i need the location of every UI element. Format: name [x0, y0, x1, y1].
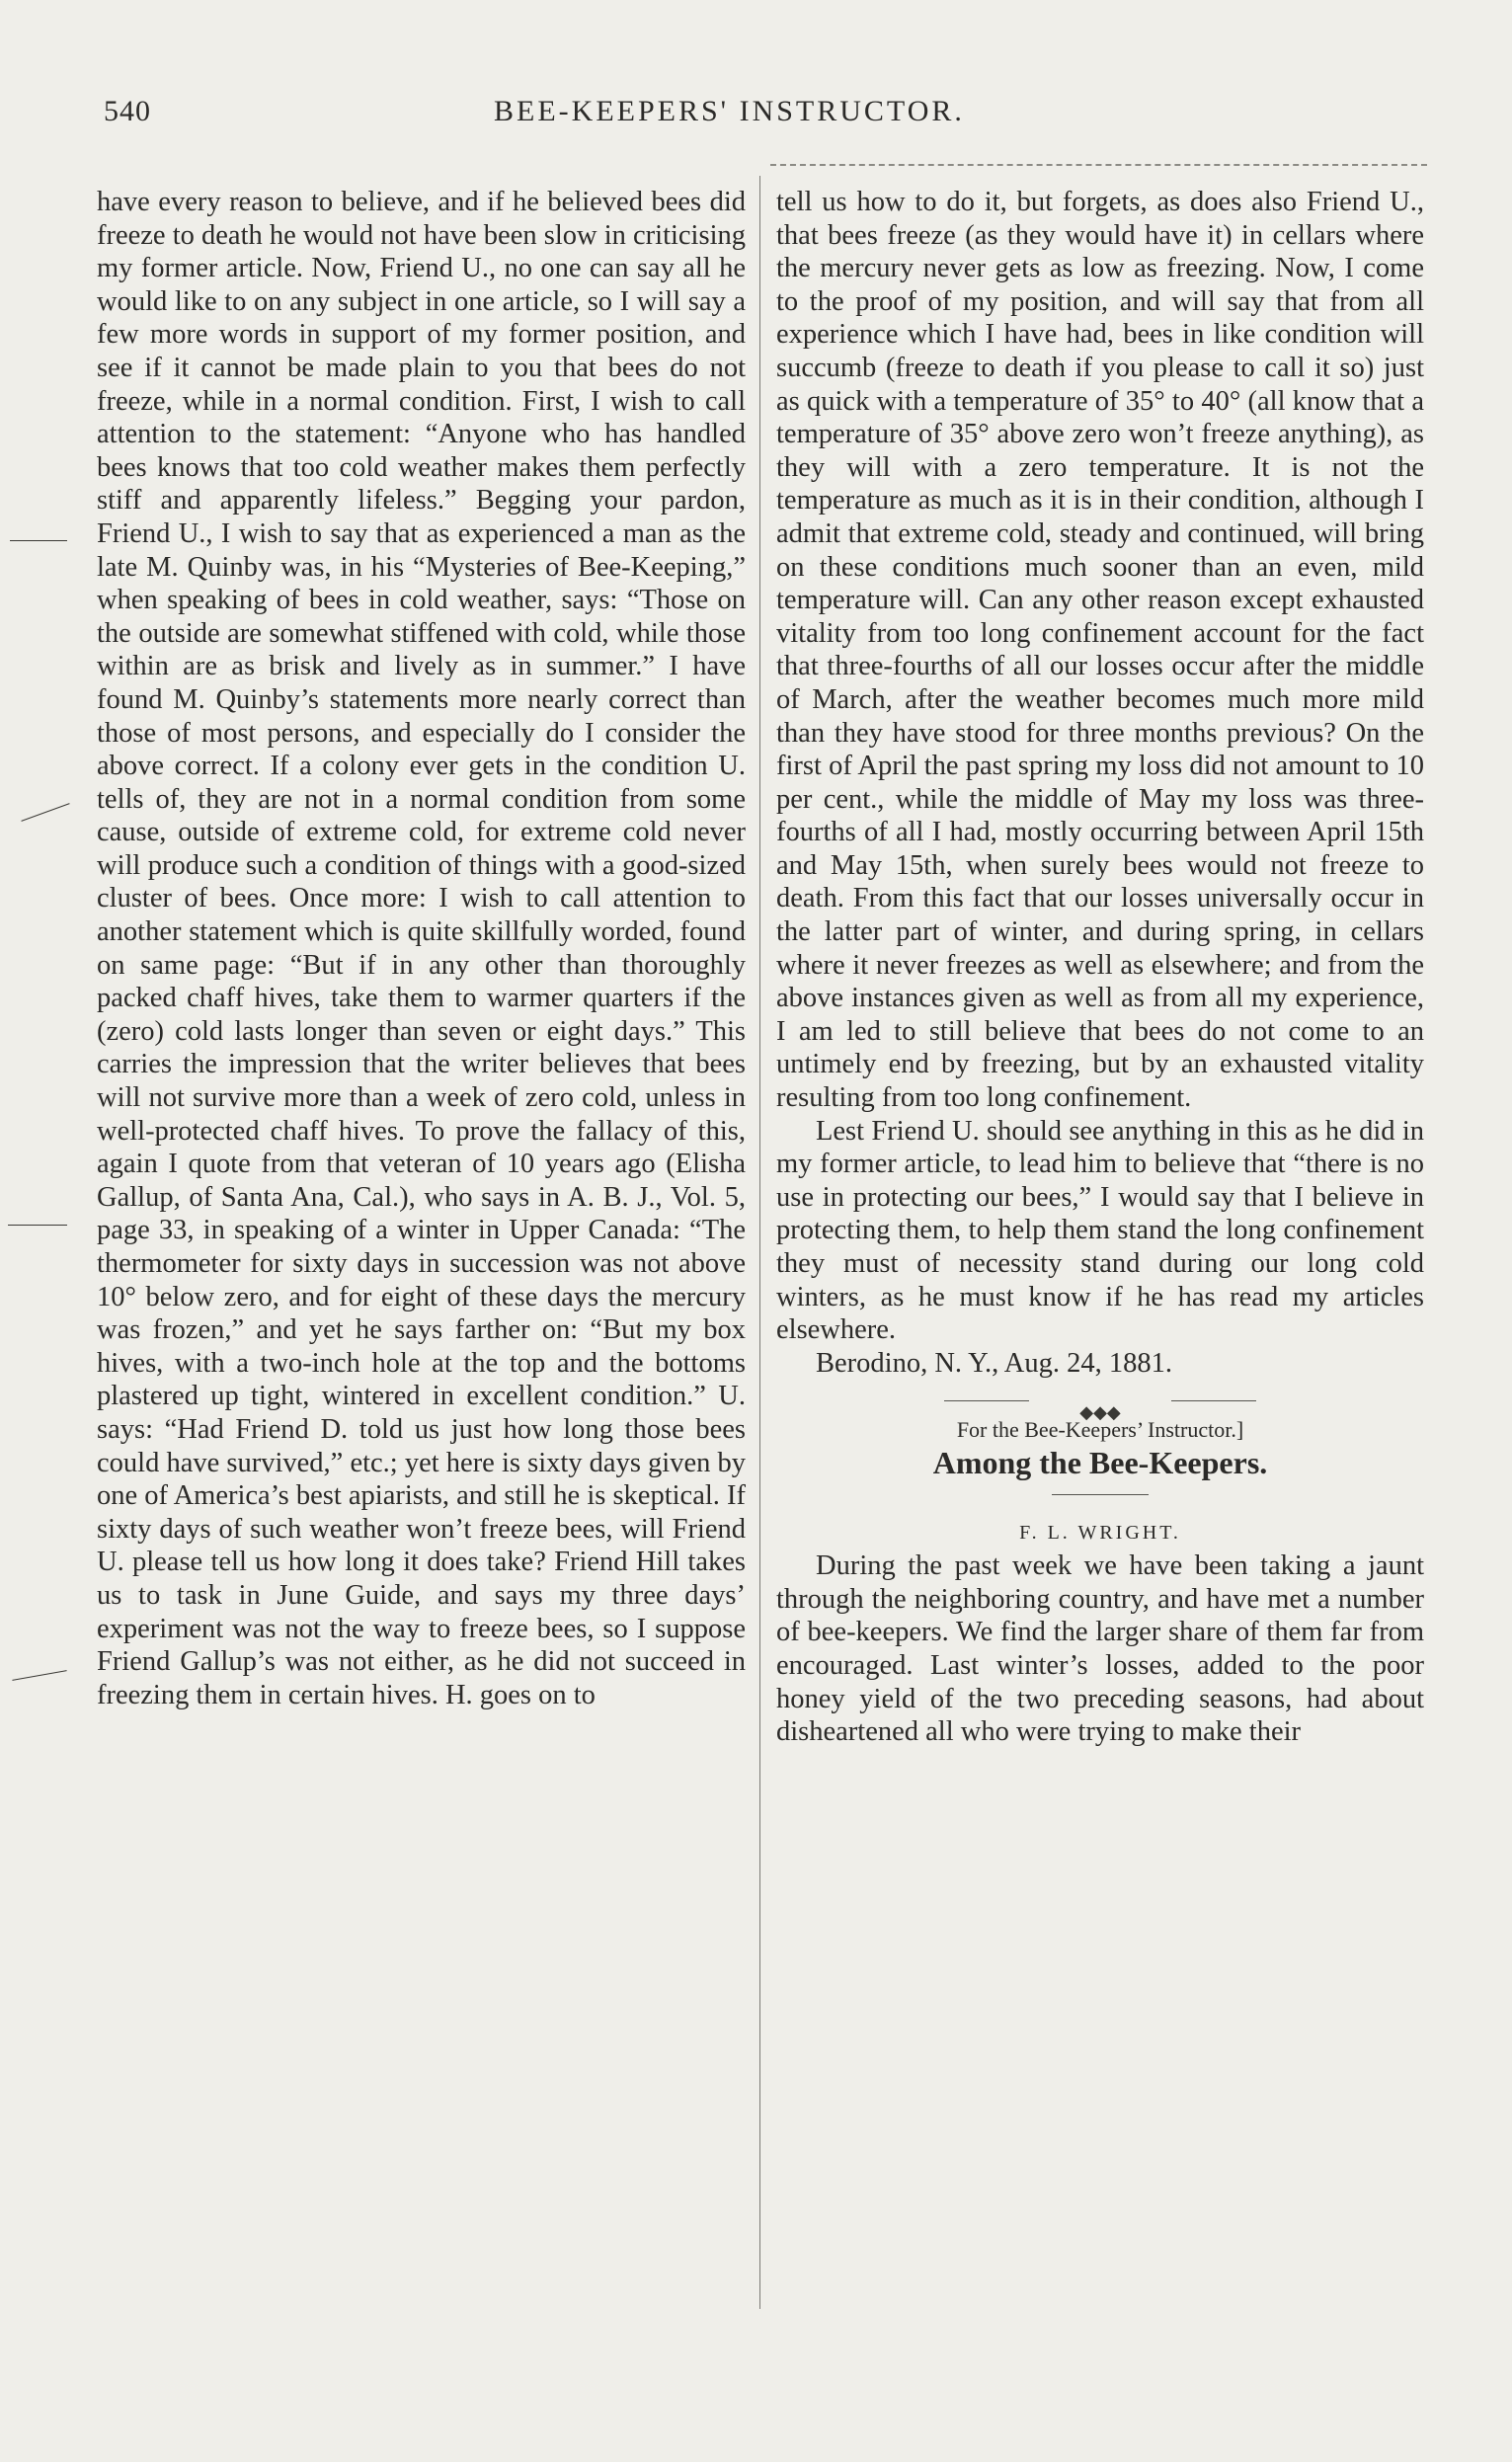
- source-note: For the Bee-Keepers’ Instructor.]: [956, 1417, 1244, 1443]
- body-paragraph: tell us how to do it, but forgets, as does also Friend U., that bees freeze (as they would have it) in cellars where the mercury never gets as low as freezing. Now, I come to the proof of my position, and will say that from all experience which I have had, bees in like condition will succumb (freeze to death if you please to call it so) just as quick with a temperature of 35° to 40° (all know that a temperature of 35° above zero won’t freeze anything), as they will with a zero temperature. It is not the temperature as much as it is in their condition, although I admit that extreme cold, steady and continued, will bring on these conditions much sooner than an even, mild temperature will. Can any other reason except exhausted vitality from too long confinement account for the fact that three-fourths of all our losses occur after the middle of March, after the weather becomes much more mild than they have stood for three months previous? On the first of April the past spring my loss did not amount to 10 per cent., while the middle of May my loss was three-fourths of all I had, mostly occurring between April 15th and May 15th, when surely bees would not freeze to death. From this fact that our losses universally occur in the latter part of winter, and during spring, in cellars where it never freezes as well as elsewhere; and from the above instances given as well as from all my experience, I am led to still believe that bees do not come to an untimely end by freezing, but by an exhausted vitality resulting from too long confinement.: [776, 187, 1424, 1114]
- margin-mark: [10, 540, 67, 541]
- body-paragraph: have every reason to believe, and if he believed bees did freeze to death he would not have been slow in criticising my former article. Now, Friend U., no one can say all he would like to on any subject in one article, so I will say a few more words in support of my former position, and see if it cannot be made plain to you that bees do not freeze, while in a normal condition. First, I wish to call attention to the statement: “Anyone who has handled bees knows that too cold weather makes them perfectly stiff and apparently lifeless.” Begging your pardon, Friend U., I wish to say that as experienced a man as the late M. Quinby was, in his “Mysteries of Bee-Keeping,” when speaking of bees in cold weather, says: “Those on the outside are somewhat stiffened with cold, while those within are as brisk and lively as in summer.” I have found M. Quinby’s statements more nearly correct than those of most persons, and especially do I consider the above correct. If a colony ever gets in the condition U. tells of, they are not in a normal condition from some cause, outside of extreme cold, for extreme cold never will produce such a condition of things with a good-sized cluster of bees. Once more: I wish to call attention to another statement which is quite skillfully worded, found on same page: “But if in any other than thoroughly packed chaff hives, take them to warmer quarters if the (zero) cold lasts longer than seven or eight days.” This carries the impression that the writer believes that bees will not survive more than a week of zero cold, unless in well-protected chaff hives. To prove the fallacy of this, again I quote from that veteran of 10 years ago (Elisha Gallup, of Santa Ana, Cal.), who says in A. B. J., Vol. 5, page 33, in speaking of a winter in Upper Canada: “The thermometer for sixty days in succession was not above 10° below zero, and for eight of these days the mercury was frozen,” and yet he says farther on: “But my box hives, with a two-inch hole at the top and the bottoms plastered up tight, wintered in excellent condition.” U. says: “Had Friend D. told us just how long those bees could have survived,” etc.; yet here is sixty days given by one of America’s best apiarists, and still he is skeptical. If sixty days of such weather won’t freeze bees, will Friend U. please tell us how long it does take? Friend Hill takes us to task in June Guide, and says my three days’ experiment was not the way to freeze bees, so I suppose Friend Gallup’s was not either, as he did not succeed in freezing them in certain hives. H. goes on to: [97, 187, 746, 1710]
- left-column: [97, 186, 746, 1711]
- ornament-line: [1171, 1400, 1256, 1401]
- byline: F. L. WRIGHT.: [1019, 1521, 1181, 1544]
- column-divider: [759, 176, 760, 2309]
- ornament-glyph: ◆◆◆: [1079, 1402, 1121, 1423]
- margin-mark: [8, 1225, 67, 1226]
- page-number: 540: [104, 95, 151, 127]
- margin-mark: [12, 1670, 66, 1681]
- top-rule: [770, 164, 1427, 166]
- dateline: Berodino, N. Y., Aug. 24, 1881.: [816, 1347, 1173, 1379]
- ornament-line: [944, 1400, 1029, 1401]
- running-title: BEE-KEEPERS' INSTRUCTOR.: [494, 95, 965, 127]
- margin-mark: [21, 803, 69, 822]
- section-ornament: [776, 1393, 1424, 1423]
- page-header: [0, 95, 1512, 138]
- right-column: [776, 186, 1424, 1749]
- body-paragraph: Lest Friend U. should see anything in this as he did in my former article, to lead him to believe that “there is no use in protecting our bees,” I would say that I believe in protecting them, to help them stand the long confinement they must of necessity stand during our long cold winters, as he must know if he has read my articles elsewhere.: [776, 1115, 1424, 1346]
- article-title: Among the Bee-Keepers.: [932, 1444, 1268, 1480]
- body-paragraph: During the past week we have been taking a jaunt through the neighboring country, and have met a number of bee-keepers. We find the larger share of them far from encouraged. Last winter’s losses, added to the poor honey yield of the two preceding seasons, had about disheartened all who were trying to make their: [776, 1550, 1424, 1748]
- title-rule: [1052, 1494, 1149, 1495]
